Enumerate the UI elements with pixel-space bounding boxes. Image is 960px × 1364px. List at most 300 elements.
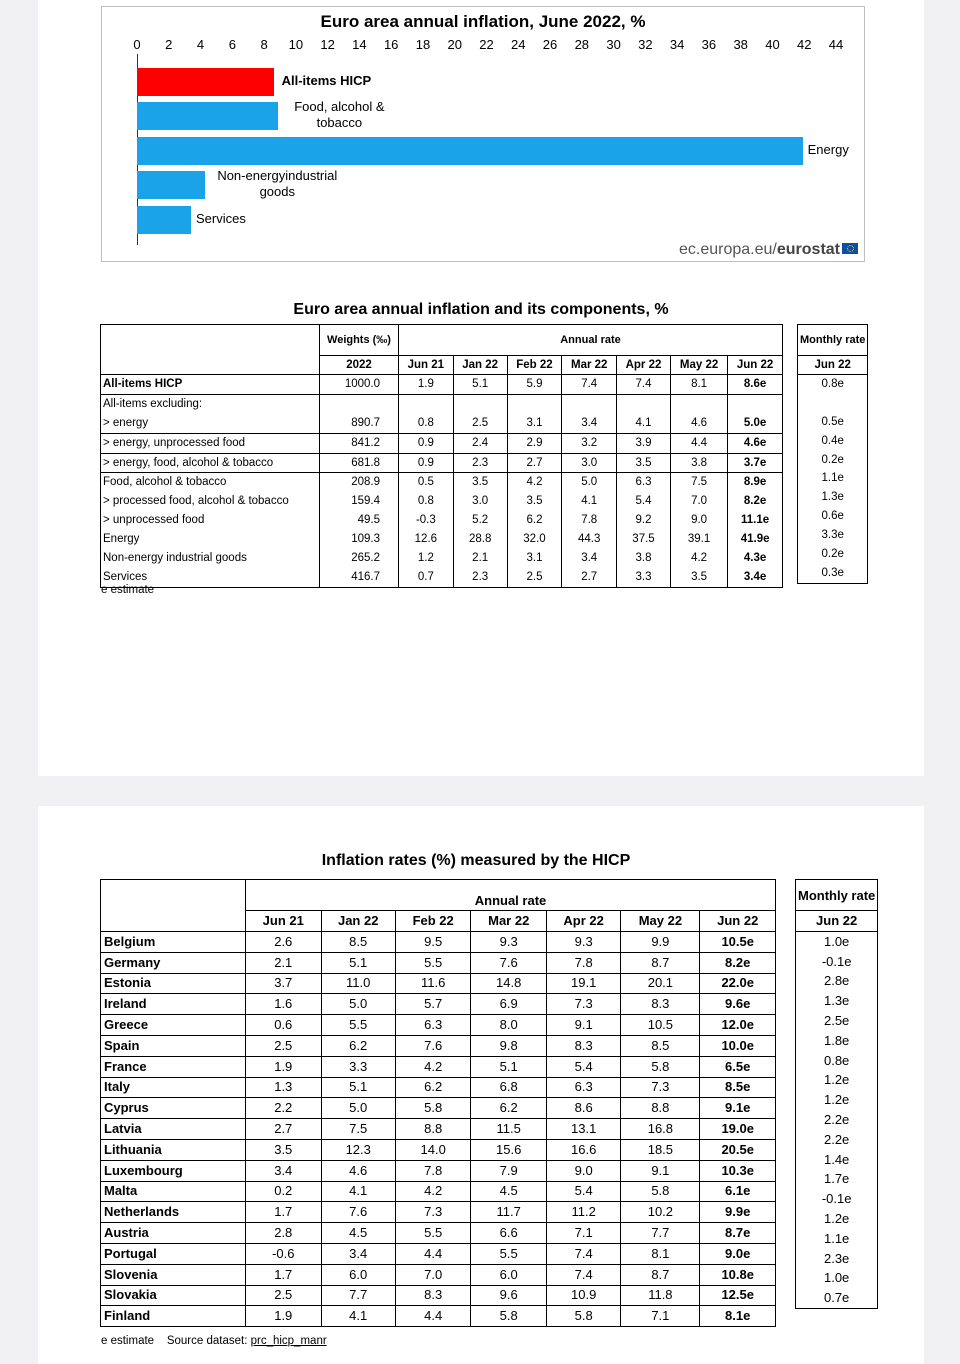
- table1-title: Euro area annual inflation and its components, %: [293, 301, 669, 318]
- month-header: Apr 22: [546, 911, 620, 932]
- table-row: [796, 972, 878, 992]
- row-value: 2.2: [246, 1098, 322, 1119]
- row-value: 2.7: [246, 1119, 322, 1140]
- table-row: [101, 1243, 776, 1264]
- table-row: [101, 375, 783, 395]
- row-value: 5.8: [621, 1056, 700, 1077]
- table-row: [796, 932, 878, 952]
- row-value: 6.3: [546, 1077, 620, 1098]
- table-row: [101, 568, 783, 587]
- table-row: [796, 1071, 878, 1091]
- row-value: 19.0e: [700, 1119, 776, 1140]
- row-value: 4.3e: [728, 549, 783, 568]
- bar-label-1: Food, alcohol & tobacco: [294, 99, 385, 130]
- country-name: Lithuania: [101, 1139, 246, 1160]
- row-label: Non-energy industrial goods: [101, 549, 320, 568]
- row-value: 3.5: [246, 1139, 322, 1160]
- row-value: 0.8: [399, 492, 454, 511]
- x-tick-label: 24: [511, 37, 526, 52]
- bar-label-0: All-items HICP: [281, 73, 372, 88]
- row-value: 3.5: [617, 453, 671, 473]
- row-value: 3.4: [562, 414, 617, 433]
- row-value: 8.8: [621, 1098, 700, 1119]
- row-value: 5.9: [507, 375, 562, 395]
- row-value: 4.1: [321, 1306, 395, 1327]
- credit-brand: eurostat: [776, 241, 840, 258]
- row-value: 9.0e: [700, 1243, 776, 1264]
- table-row: [101, 394, 783, 413]
- row-label: All-items HICP: [101, 375, 320, 395]
- row-value: 4.2: [670, 549, 727, 568]
- table-row: [101, 952, 776, 973]
- table-row: [798, 432, 868, 451]
- month-header: May 22: [621, 911, 700, 932]
- row-value: 8.3: [621, 994, 700, 1015]
- row-value: 7.8: [395, 1160, 471, 1181]
- row-value: 2.1: [246, 952, 322, 973]
- row-monthly: 2.5e: [796, 1011, 878, 1031]
- row-value: 9.3: [546, 932, 620, 953]
- country-name: Belgium: [101, 932, 246, 953]
- table-row: [101, 433, 783, 453]
- row-value: 2.5: [507, 568, 562, 587]
- country-name: Estonia: [101, 973, 246, 994]
- source-label: Source dataset:: [166, 1335, 248, 1347]
- bar-label-4: Services: [196, 211, 246, 226]
- row-value: 5.1: [321, 952, 395, 973]
- x-tick-label: 42: [796, 37, 812, 52]
- row-weight: 159.4: [320, 492, 399, 511]
- row-value: 8.6: [546, 1098, 620, 1119]
- country-name: Luxembourg: [101, 1160, 246, 1181]
- table-row: [796, 1209, 878, 1229]
- month-header: Jan 22: [453, 356, 507, 375]
- row-value: 3.4: [321, 1243, 395, 1264]
- row-value: 7.8: [562, 511, 617, 530]
- row-value: 14.0: [395, 1139, 471, 1160]
- row-value: 8.5: [621, 1035, 700, 1056]
- row-value: 5.7: [395, 994, 471, 1015]
- row-value: [562, 394, 617, 413]
- x-tick-label: 16: [383, 37, 399, 52]
- row-value: 8.2e: [728, 492, 783, 511]
- row-value: 9.9e: [700, 1202, 776, 1223]
- row-value: 0.7: [399, 568, 454, 587]
- row-value: 5.5: [471, 1243, 547, 1264]
- x-tick-label: 8: [260, 37, 268, 52]
- month-header: Jun 22: [700, 911, 776, 932]
- row-value: 6.9: [471, 994, 547, 1015]
- source-dataset-link[interactable]: prc_hicp_manr: [250, 1335, 327, 1347]
- row-value: 5.4: [546, 1056, 620, 1077]
- x-tick-label: 20: [447, 37, 462, 52]
- row-monthly: 0.2e: [798, 545, 868, 564]
- country-name: Portugal: [101, 1243, 246, 1264]
- row-monthly: 2.3e: [796, 1249, 878, 1269]
- row-label: Services: [101, 568, 320, 587]
- country-name: Slovenia: [101, 1264, 246, 1285]
- monthly-rate-header: Monthly rate: [798, 325, 868, 356]
- row-monthly: 0.5e: [798, 413, 868, 432]
- x-tick-label: 32: [638, 37, 653, 52]
- row-value: [399, 394, 454, 413]
- row-value: 7.3: [546, 994, 620, 1015]
- row-value: 0.6: [246, 1015, 322, 1036]
- month-header: Jun 21: [246, 911, 322, 932]
- row-value: 1.6: [246, 994, 322, 1015]
- row-value: 4.4: [670, 433, 727, 453]
- row-value: 11.1e: [728, 511, 783, 530]
- row-value: 6.2: [321, 1035, 395, 1056]
- row-value: 3.8: [670, 453, 727, 473]
- monthly-rate-table: [797, 324, 868, 584]
- row-value: 2.3: [453, 453, 507, 473]
- row-value: 11.6: [395, 973, 471, 994]
- row-label: All-items excluding:: [101, 394, 320, 413]
- row-value: 8.7e: [700, 1223, 776, 1244]
- row-monthly: 0.8e: [798, 375, 868, 394]
- month-header: Jan 22: [321, 911, 395, 932]
- country-name: Latvia: [101, 1119, 246, 1140]
- row-value: 9.1: [621, 1160, 700, 1181]
- bar-4: [137, 206, 191, 234]
- row-monthly: [798, 394, 868, 413]
- row-value: 6.2: [507, 511, 562, 530]
- x-tick-label: 26: [542, 37, 558, 52]
- row-weight: 1000.0: [320, 375, 399, 395]
- row-value: 11.5: [471, 1119, 547, 1140]
- month-header: Apr 22: [617, 356, 671, 375]
- row-value: 5.5: [395, 952, 471, 973]
- table-row: [796, 952, 878, 972]
- row-value: 4.6: [321, 1160, 395, 1181]
- row-weight: 109.3: [320, 530, 399, 549]
- row-value: 3.1: [507, 414, 562, 433]
- row-monthly: -0.1e: [796, 1189, 878, 1209]
- table-row: [101, 1202, 776, 1223]
- row-value: 7.5: [321, 1119, 395, 1140]
- x-tick-label: 6: [228, 37, 236, 52]
- row-value: -0.3: [399, 511, 454, 530]
- monthly-rate-table-2: [795, 879, 878, 1309]
- table-row: [101, 453, 783, 473]
- country-name: Italy: [101, 1077, 246, 1098]
- row-value: 10.0e: [700, 1035, 776, 1056]
- table-row: [101, 1119, 776, 1140]
- table-row: [101, 414, 783, 433]
- row-value: 7.3: [621, 1077, 700, 1098]
- row-value: 5.8: [471, 1306, 547, 1327]
- row-value: 4.4: [395, 1306, 471, 1327]
- row-value: 10.8e: [700, 1264, 776, 1285]
- row-value: 9.1e: [700, 1098, 776, 1119]
- table-row: [101, 492, 783, 511]
- table-row: [101, 1306, 776, 1327]
- table-row: [101, 511, 783, 530]
- row-monthly: 0.7e: [796, 1288, 878, 1308]
- row-value: 3.7: [246, 973, 322, 994]
- row-value: 5.0: [321, 1098, 395, 1119]
- month-header: Mar 22: [471, 911, 547, 932]
- row-value: 4.2: [395, 1056, 471, 1077]
- row-value: 3.0: [562, 453, 617, 473]
- table-row: [798, 469, 868, 488]
- row-value: 7.9: [471, 1160, 547, 1181]
- table-row: [796, 1288, 878, 1308]
- row-value: 1.9: [246, 1306, 322, 1327]
- country-inflation-table: [100, 879, 776, 1327]
- row-value: 5.0: [321, 994, 395, 1015]
- row-value: [453, 394, 507, 413]
- row-label: Food, alcohol & tobacco: [101, 473, 320, 492]
- table-row: [796, 1189, 878, 1209]
- row-value: 5.0e: [728, 414, 783, 433]
- bar-0: [137, 68, 274, 96]
- table-row: [796, 1249, 878, 1269]
- table-row: [101, 1056, 776, 1077]
- row-value: 7.3: [395, 1202, 471, 1223]
- x-tick-label: 36: [701, 37, 717, 52]
- row-value: 8.7: [621, 952, 700, 973]
- estimate-note-text: e estimate: [101, 1335, 155, 1347]
- row-monthly: 2.2e: [796, 1130, 878, 1150]
- row-label: > energy, food, alcohol & tobacco: [101, 453, 320, 473]
- country-name: Cyprus: [101, 1098, 246, 1119]
- credit-prefix: ec.europa.eu/: [679, 241, 777, 258]
- table-row: [796, 1150, 878, 1170]
- row-value: 7.4: [546, 1264, 620, 1285]
- row-value: 5.8: [546, 1306, 620, 1327]
- table-row: [798, 507, 868, 526]
- row-value: 12.0e: [700, 1015, 776, 1036]
- row-value: 9.1: [546, 1015, 620, 1036]
- row-monthly: 2.2e: [796, 1110, 878, 1130]
- row-value: [728, 394, 783, 413]
- row-value: 8.9e: [728, 473, 783, 492]
- row-monthly: 1.3e: [796, 991, 878, 1011]
- country-name: Ireland: [101, 994, 246, 1015]
- x-tick-label: 18: [415, 37, 431, 52]
- row-value: 16.8: [621, 1119, 700, 1140]
- inflation-bar-chart: [101, 6, 865, 262]
- row-value: 1.3: [246, 1077, 322, 1098]
- row-value: 41.9e: [728, 530, 783, 549]
- bar-label-3: Non-energyindustrial goods: [217, 168, 338, 199]
- table-row: [798, 413, 868, 432]
- row-monthly: 3.3e: [798, 526, 868, 545]
- row-value: 4.1: [562, 492, 617, 511]
- row-value: 9.0: [546, 1160, 620, 1181]
- row-value: 7.0: [670, 492, 727, 511]
- row-monthly: -0.1e: [796, 952, 878, 972]
- row-value: 5.4: [546, 1181, 620, 1202]
- eurostat-credit[interactable]: [679, 241, 858, 259]
- x-tick-label: 38: [733, 37, 748, 52]
- row-value: 0.8: [399, 414, 454, 433]
- row-value: 8.7: [621, 1264, 700, 1285]
- table-row: [101, 549, 783, 568]
- bar-2: [137, 137, 803, 165]
- row-value: 6.1e: [700, 1181, 776, 1202]
- row-value: 0.9: [399, 453, 454, 473]
- row-value: 16.6: [546, 1139, 620, 1160]
- row-value: 7.7: [321, 1285, 395, 1306]
- row-value: [617, 394, 671, 413]
- row-value: 14.8: [471, 973, 547, 994]
- row-value: 3.4e: [728, 568, 783, 587]
- row-value: 10.9: [546, 1285, 620, 1306]
- row-value: 7.0: [395, 1264, 471, 1285]
- row-value: 8.1: [621, 1243, 700, 1264]
- row-weight: 416.7: [320, 568, 399, 587]
- row-value: 5.4: [617, 492, 671, 511]
- table-row: [796, 1110, 878, 1130]
- row-weight: 49.5: [320, 511, 399, 530]
- row-value: 11.8: [621, 1285, 700, 1306]
- row-value: 2.5: [246, 1285, 322, 1306]
- estimate-note: e estimate: [101, 584, 155, 596]
- annual-rate-header-2: Annual rate: [246, 880, 776, 911]
- table-row: [798, 564, 868, 583]
- row-value: 28.8: [453, 530, 507, 549]
- row-value: 4.4: [395, 1243, 471, 1264]
- row-value: 19.1: [546, 973, 620, 994]
- monthly-month-2: Jun 22: [796, 911, 878, 932]
- x-tick-label: 22: [479, 37, 494, 52]
- row-monthly: 1.2e: [796, 1071, 878, 1091]
- table-row: [101, 994, 776, 1015]
- country-name: France: [101, 1056, 246, 1077]
- row-value: 8.8: [395, 1119, 471, 1140]
- row-value: 7.5: [670, 473, 727, 492]
- row-value: 7.1: [546, 1223, 620, 1244]
- table-row: [101, 1098, 776, 1119]
- row-value: 3.2: [562, 433, 617, 453]
- row-value: 5.1: [321, 1077, 395, 1098]
- x-tick-label: 44: [828, 37, 844, 52]
- row-value: 3.0: [453, 492, 507, 511]
- row-weight: 681.8: [320, 453, 399, 473]
- table-row: [796, 991, 878, 1011]
- table2-title: Inflation rates (%) measured by the HICP: [321, 852, 631, 869]
- row-value: 1.2: [399, 549, 454, 568]
- row-monthly: 0.2e: [798, 451, 868, 470]
- row-value: 2.7: [562, 568, 617, 587]
- row-value: 7.8: [546, 952, 620, 973]
- row-value: 7.6: [395, 1035, 471, 1056]
- x-tick-label: 28: [574, 37, 590, 52]
- row-value: 20.1: [621, 973, 700, 994]
- row-value: 12.6: [399, 530, 454, 549]
- x-tick-label: 14: [352, 37, 367, 52]
- table-row: [798, 451, 868, 470]
- bar-3: [137, 171, 205, 199]
- row-value: 6.8: [471, 1077, 547, 1098]
- x-tick-label: 10: [288, 37, 304, 52]
- row-weight: [320, 394, 399, 413]
- month-header: Jun 21: [399, 356, 454, 375]
- table-row: [798, 394, 868, 413]
- table-row: [101, 1223, 776, 1244]
- row-value: 20.5e: [700, 1139, 776, 1160]
- row-weight: 208.9: [320, 473, 399, 492]
- row-value: 9.2: [617, 511, 671, 530]
- row-value: 4.6e: [728, 433, 783, 453]
- monthly-rate-header-2: Monthly rate: [796, 880, 878, 911]
- row-value: 3.8: [617, 549, 671, 568]
- row-value: 2.8: [246, 1223, 322, 1244]
- row-value: 12.5e: [700, 1285, 776, 1306]
- bar-1: [137, 102, 278, 130]
- table-row: [101, 473, 783, 492]
- row-value: 6.6: [471, 1223, 547, 1244]
- row-value: 4.6: [670, 414, 727, 433]
- row-value: 0.9: [399, 433, 454, 453]
- row-label: > unprocessed food: [101, 511, 320, 530]
- country-name: Finland: [101, 1306, 246, 1327]
- row-value: 32.0: [507, 530, 562, 549]
- row-value: 1.7: [246, 1202, 322, 1223]
- row-value: 5.1: [453, 375, 507, 395]
- row-value: 4.1: [617, 414, 671, 433]
- row-monthly: 0.6e: [798, 507, 868, 526]
- row-monthly: 1.0e: [796, 932, 878, 952]
- row-value: 8.2e: [700, 952, 776, 973]
- month-header: Mar 22: [562, 356, 617, 375]
- row-value: 6.3: [395, 1015, 471, 1036]
- row-weight: 890.7: [320, 414, 399, 433]
- row-value: 2.5: [246, 1035, 322, 1056]
- x-tick-label: 40: [765, 37, 780, 52]
- estimate-note-2: [101, 1335, 327, 1347]
- row-monthly: 1.8e: [796, 1031, 878, 1051]
- row-value: 3.1: [507, 549, 562, 568]
- month-header: Jun 22: [728, 356, 783, 375]
- row-value: 2.3: [453, 568, 507, 587]
- row-value: 2.7: [507, 453, 562, 473]
- row-value: [507, 394, 562, 413]
- row-monthly: 1.3e: [798, 488, 868, 507]
- row-value: 4.1: [321, 1181, 395, 1202]
- row-value: 5.8: [621, 1181, 700, 1202]
- row-value: 5.5: [321, 1015, 395, 1036]
- row-label: > processed food, alcohol & tobacco: [101, 492, 320, 511]
- table-row: [796, 1031, 878, 1051]
- row-value: 6.0: [471, 1264, 547, 1285]
- row-value: 5.8: [395, 1098, 471, 1119]
- row-value: 8.5e: [700, 1077, 776, 1098]
- row-value: 11.0: [321, 973, 395, 994]
- country-name: Germany: [101, 952, 246, 973]
- table-row: [101, 932, 776, 953]
- row-value: -0.6: [246, 1243, 322, 1264]
- row-value: 7.6: [321, 1202, 395, 1223]
- table-row: [101, 1160, 776, 1181]
- row-monthly: 1.2e: [796, 1090, 878, 1110]
- table-row: [796, 1051, 878, 1071]
- x-tick-label: 30: [606, 37, 621, 52]
- table-row: [796, 1229, 878, 1249]
- month-header: May 22: [670, 356, 727, 375]
- row-monthly: 1.1e: [798, 469, 868, 488]
- table-row: [101, 1264, 776, 1285]
- row-value: 3.9: [617, 433, 671, 453]
- row-value: 3.5: [670, 568, 727, 587]
- row-value: 7.4: [617, 375, 671, 395]
- row-value: 7.4: [546, 1243, 620, 1264]
- row-value: 44.3: [562, 530, 617, 549]
- components-table: [100, 324, 783, 588]
